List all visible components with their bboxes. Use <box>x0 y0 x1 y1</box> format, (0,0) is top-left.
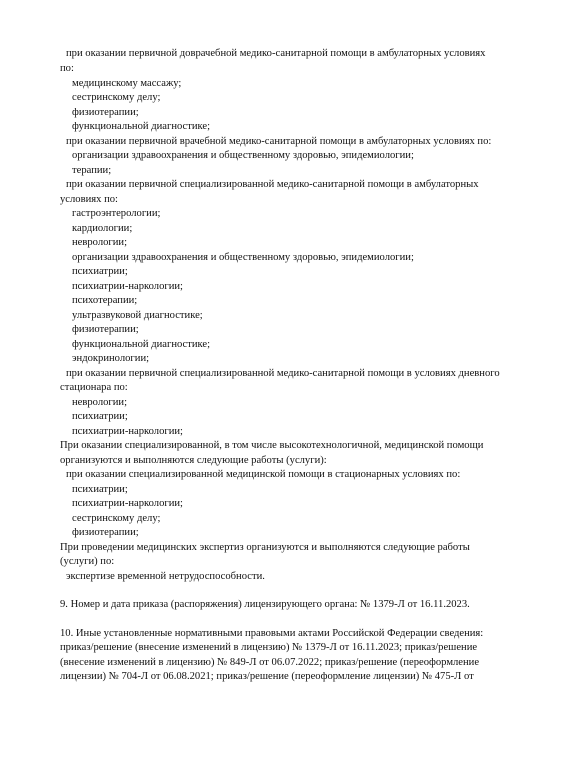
text-line: психиатрии-наркологии; <box>72 426 184 437</box>
text-line: кардиологии; <box>72 223 133 234</box>
text-line: эндокринологии; <box>72 353 150 364</box>
text-line: лицензии) № 704-Л от 06.08.2021; приказ/решение (переоформление лицензии) № 475-Л от <box>60 671 474 682</box>
text-line: неврологии; <box>72 397 128 408</box>
text-line: при оказании первичной специализированной медико-санитарной помощи в амбулаторных <box>66 179 479 190</box>
text-line: по: <box>60 63 74 74</box>
text-line: психиатрии; <box>72 411 128 422</box>
text-line: физиотерапии; <box>72 324 139 335</box>
text-line: 10. Иные установленные нормативными правовыми актами Российской Федерации сведения: <box>60 628 484 639</box>
text-line: при оказании первичной специализированной медико-санитарной помощи в условиях дневного <box>66 368 500 379</box>
text-line: психиатрии-наркологии; <box>72 281 184 292</box>
text-line: (услуги) по: <box>60 556 115 567</box>
text-line: медицинскому массажу; <box>72 78 182 89</box>
text-line: физиотерапии; <box>72 107 139 118</box>
text-line: функциональной диагностике; <box>72 121 211 132</box>
text-line: условиях по: <box>60 194 118 205</box>
text-line: неврологии; <box>72 237 128 248</box>
text-line: организуются и выполняются следующие работы (услуги): <box>60 455 327 466</box>
text-line: при оказании первичной врачебной медико-санитарной помощи в амбулаторных условиях по: <box>66 136 492 147</box>
text-line: гастроэнтерологии; <box>72 208 161 219</box>
text-line: терапии; <box>72 165 112 176</box>
text-line: При проведении медицинских экспертиз организуются и выполняются следующие работы <box>60 542 470 553</box>
text-line: приказ/решение (внесение изменений в лицензию) № 1379-Л от 16.11.2023; приказ/решение <box>60 642 478 653</box>
text-line: функциональной диагностике; <box>72 339 211 350</box>
text-line: психиатрии; <box>72 266 128 277</box>
text-line: (внесение изменений в лицензию) № 849-Л от 06.07.2022; приказ/решение (переоформление <box>60 657 480 668</box>
text-line: ультразвуковой диагностике; <box>72 310 203 321</box>
text-line: 9. Номер и дата приказа (распоряжения) лицензирующего органа: № 1379-Л от 16.11.2023. <box>60 599 470 610</box>
text-line: психиатрии-наркологии; <box>72 498 184 509</box>
text-line: сестринскому делу; <box>72 92 161 103</box>
text-line: организации здравоохранения и общественному здоровью, эпидемиологии; <box>72 252 414 263</box>
text-line: стационара по: <box>60 382 128 393</box>
text-line: физиотерапии; <box>72 527 139 538</box>
text-line: психиатрии; <box>72 484 128 495</box>
text-line: сестринскому делу; <box>72 513 161 524</box>
text-line: при оказании первичной доврачебной медико-санитарной помощи в амбулаторных условиях <box>66 48 486 59</box>
text-line: при оказании специализированной медицинской помощи в стационарных условиях по: <box>66 469 461 480</box>
text-line: психотерапии; <box>72 295 138 306</box>
text-line: экспертизе временной нетрудоспособности. <box>66 571 265 582</box>
text-line: организации здравоохранения и общественному здоровью, эпидемиологии; <box>72 150 414 161</box>
text-line: При оказании специализированной, в том числе высокотехнологичной, медицинской помощи <box>60 440 484 451</box>
